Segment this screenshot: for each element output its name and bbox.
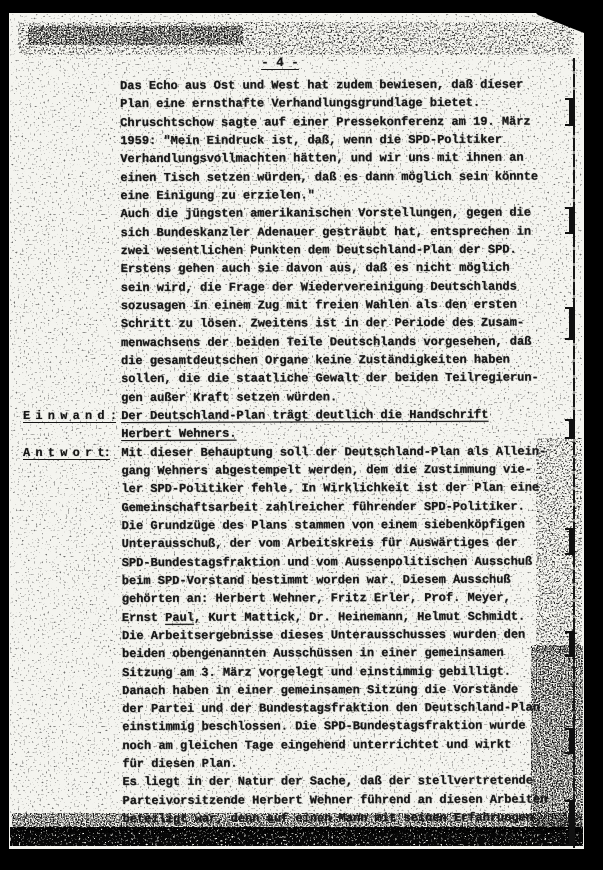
right-margin-mark bbox=[569, 307, 575, 340]
einwand-paragraph bbox=[121, 405, 561, 443]
text-line: Plan eine ernsthafte Verhandlungsgrundlage bietet. bbox=[120, 96, 481, 112]
text-line: sozusagen in einem Zug mit freien Wahlen als den ersten bbox=[120, 297, 517, 313]
text-line: beim SPD-Vorstand bestimmt worden war. Diesem Ausschuß bbox=[121, 572, 511, 588]
text-line: Die Grundzüge des Plans stammen von einem siebenköpfigen bbox=[121, 517, 525, 533]
text-block bbox=[120, 75, 563, 828]
text-line: beiden obengenannten Ausschüssen in einer gemeinsamen bbox=[121, 645, 504, 662]
text-line: gehörten an: Herbert Wehner, Fritz Erler, Prof. Meyer, bbox=[121, 590, 511, 607]
text-line: für diesen Plan. bbox=[122, 756, 238, 772]
text-line: Unterausschuß, der vom Arbeitskreis für Auswärtiges der bbox=[121, 535, 518, 552]
text-line: ler SPD-Politiker fehle. In Wirklichkeit ist der Plan eine bbox=[121, 480, 540, 497]
text-line: Mit dieser Behauptung soll der Deutschland-Plan als Allein- bbox=[121, 444, 547, 460]
right-margin-mark bbox=[569, 528, 575, 555]
text-line: 1959: "Mein Eindruck ist, daß, wenn die SPD-Politiker bbox=[120, 132, 502, 148]
text-line: Parteivorsitzende Herbert Wehner führend an diesen Arbeiten bbox=[122, 792, 548, 808]
text-line: sich Bundeskanzler Adenauer gesträubt hat, entsprechen in bbox=[120, 224, 532, 240]
right-margin-mark bbox=[569, 207, 575, 234]
text-line: sein wird, die Frage der Wiedervereinigung Deutschlands bbox=[120, 279, 517, 295]
text-line: Erstens gehen auch sie davon aus, daß es nicht möglich bbox=[120, 260, 510, 277]
text-line: einstimmig beschlossen. Die SPD-Bundestagsfraktion wurde bbox=[122, 719, 526, 735]
text-line: gang Wehners abgestempelt werden, dem die Zustimmung vie- bbox=[121, 462, 532, 478]
text-line: Ernst Paul, Kurt Mattick, Dr. Heinemann, Helmut Schmidt. bbox=[121, 609, 526, 625]
text-line: gen außer Kraft setzen würden. bbox=[121, 389, 338, 405]
text-line: Der Deutschland-Plan trägt deutlich die Handschrift bbox=[121, 407, 489, 423]
right-margin-mark bbox=[569, 631, 575, 657]
text-line: eine Einigung zu erzielen." bbox=[120, 188, 315, 203]
text-line: Herbert Wehners. bbox=[121, 426, 237, 442]
antwort-paragraph bbox=[121, 442, 562, 828]
text-line: Sitzung am 3. März vorgelegt und einstimmig gebilligt. bbox=[122, 664, 511, 680]
text-line: beteiligt war, denn auf einen Mann mit seinen Erfahrungen bbox=[122, 810, 534, 827]
right-margin-mark bbox=[569, 419, 575, 439]
text-line: sollen, die die staatliche Gewalt der beiden Teilregierun- bbox=[121, 370, 539, 387]
right-margin-mark bbox=[569, 728, 575, 754]
text-line: SPD-Bundestagsfraktion und vom Aussenpolitischen Ausschuß bbox=[121, 554, 533, 570]
text-line: noch am gleichen Tage eingehend unterrichtet und wirkt bbox=[122, 737, 512, 753]
text-line: Es liegt in der Natur der Sache, daß der stellvertretende bbox=[122, 774, 533, 790]
text-line: Das Echo aus Ost und West hat zudem bewiesen, daß dieser bbox=[120, 77, 524, 93]
antwort-label: A n t w o r t: bbox=[23, 445, 110, 460]
text-line: Verhandlungsvollmachten hätten, und wir uns mit ihnen an bbox=[120, 150, 524, 167]
right-margin-mark bbox=[569, 800, 575, 846]
text-line: die gesamtdeutschen Organe keine Zuständigkeiten haben bbox=[120, 352, 510, 368]
einwand-label: E i n w a n d : bbox=[23, 409, 117, 423]
text-line: Schritt zu lösen. Zweitens ist in der Periode des Zusam- bbox=[120, 315, 525, 332]
text-line: Die Arbeitsergebnisse dieses Unterausschusses wurden den bbox=[121, 627, 526, 643]
text-line: Gemeinschaftsarbeit zahlreicher führender SPD-Politiker. bbox=[121, 499, 525, 515]
text-line: der Partei und der Bundestagsfraktion den Deutschland-Plan bbox=[122, 700, 540, 717]
text-line: Danach haben in einer gemeinsamen Sitzung die Vorstände bbox=[122, 682, 519, 698]
main-paragraph bbox=[120, 75, 561, 406]
text-line: Chruschtschow sagte auf einer Pressekonferenz am 19. März bbox=[120, 114, 531, 130]
text-line: einen Tisch setzen würden, daß es dann möglich sein könnte bbox=[120, 169, 539, 185]
text-line: zwei wesentlichen Punkten dem Deutschland-Plan der SPD. bbox=[120, 242, 517, 258]
text-line: Auch die jüngsten amerikanischen Vorstellungen, gegen die bbox=[120, 205, 531, 222]
text-line: menwachsens der beiden Teile Deutschlands vorgesehen, daß bbox=[120, 334, 532, 350]
right-margin-mark bbox=[569, 98, 575, 126]
page-number: - 4 - bbox=[261, 56, 299, 70]
